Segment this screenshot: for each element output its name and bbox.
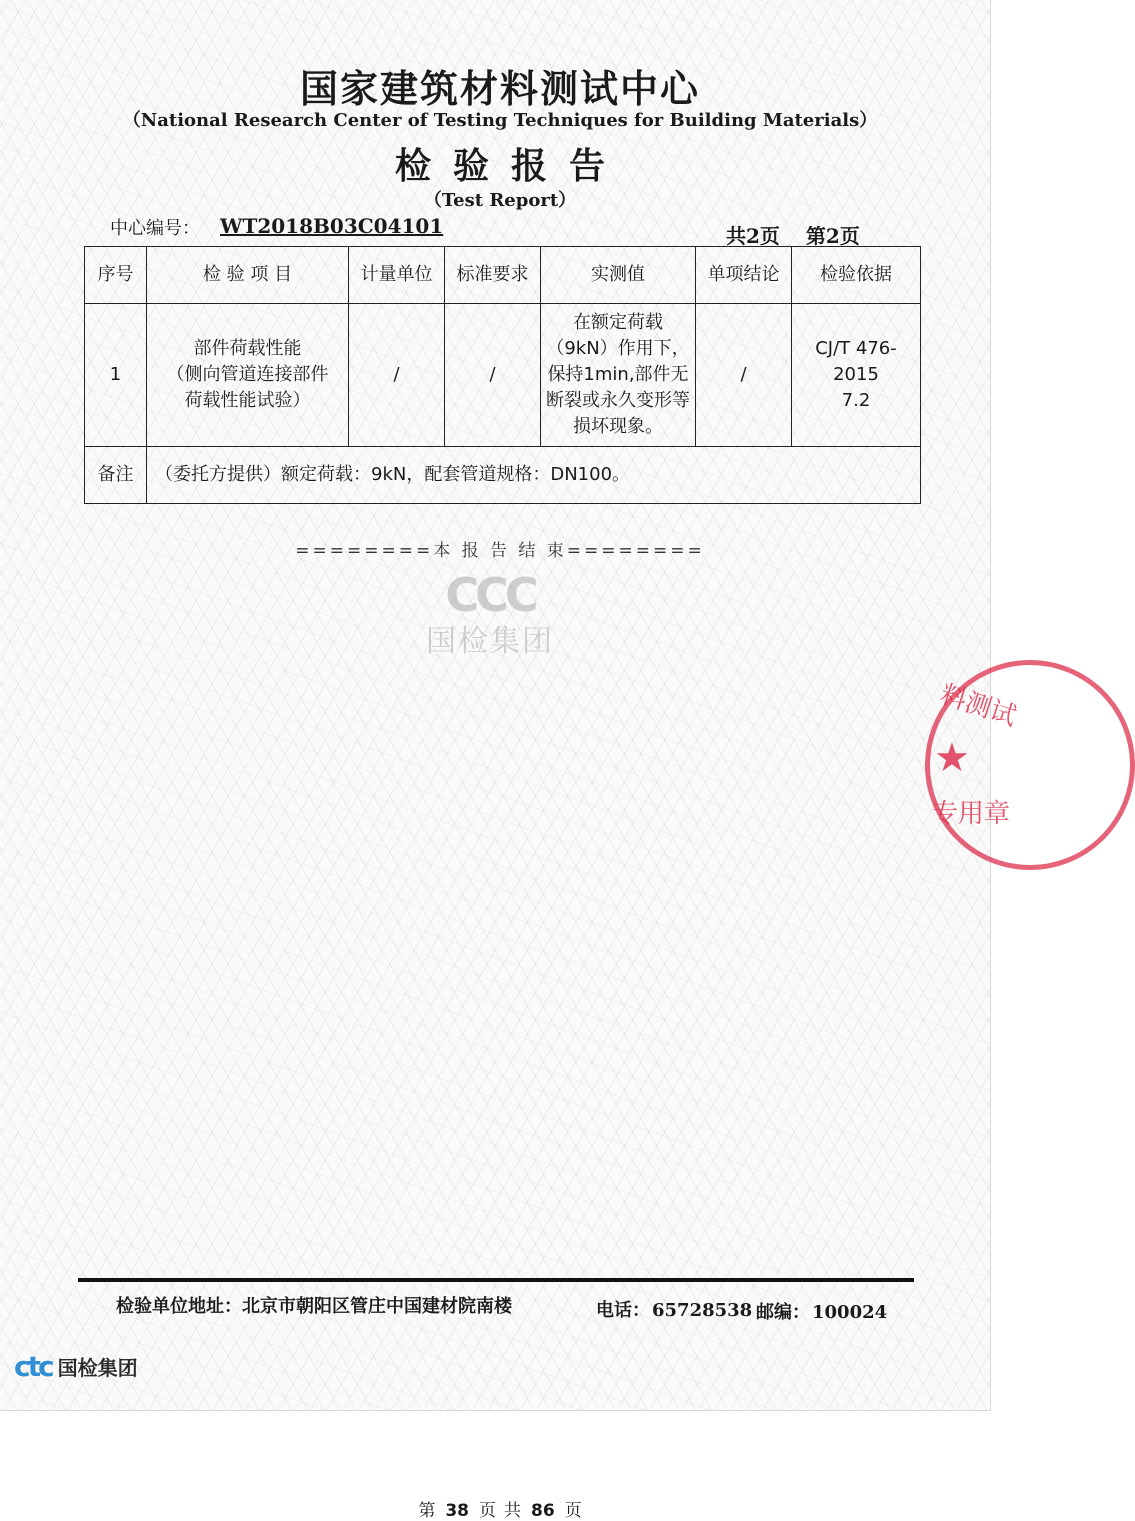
remark-label: 备注: [85, 447, 147, 504]
phone-label: 电话：: [596, 1300, 650, 1321]
cell-basis: [792, 304, 921, 447]
test-results-table: [84, 246, 921, 504]
org-title-cn: 国家建筑材料测试中心: [299, 66, 700, 111]
ctc-logo: [14, 1350, 138, 1383]
cell-conclusion: /: [696, 304, 792, 447]
header-item: 检 验 项 目: [147, 247, 349, 304]
remark-row: [85, 447, 921, 504]
footer-address: [116, 1292, 512, 1318]
header-basis: 检验依据: [792, 247, 921, 304]
header-requirement: 标准要求: [445, 247, 541, 304]
official-seal: [925, 660, 1135, 870]
page-number-footer: [0, 1496, 1000, 1521]
cell-unit: /: [349, 304, 445, 447]
total-pages: 共2页: [726, 224, 780, 248]
page-indicator: [726, 220, 886, 249]
footer-phone: [594, 1296, 752, 1322]
postcode-value: 100024: [812, 1302, 888, 1323]
basis-line-1: CJ/T 476-2015: [815, 337, 897, 385]
center-no-value: WT2018B03C04101: [220, 214, 444, 238]
phone-value: 65728538: [652, 1300, 753, 1321]
watermark-text: 国检集团: [426, 624, 554, 659]
seal-text-bottom: 专用章: [932, 799, 1011, 829]
seal-star-icon: ★: [934, 735, 970, 781]
cell-no: 1: [85, 304, 147, 447]
header-unit: 计量单位: [349, 247, 445, 304]
page-word-ye-2: 页: [564, 1501, 582, 1521]
table-row: [85, 304, 921, 447]
item-line-2: （侧向管道连接部件: [166, 363, 329, 385]
address-value: 北京市朝阳区管庄中国建材院南楼: [242, 1296, 512, 1317]
remark-text: （委托方提供）额定荷载：9kN，配套管道规格：DN100。: [147, 447, 921, 504]
header-no: 序号: [85, 247, 147, 304]
seal-text-top: 料测试: [936, 679, 1020, 733]
basis-line-2: 7.2: [841, 390, 871, 412]
watermark-logo-icon: CCC: [445, 568, 535, 622]
report-title-en: （Test Report）: [423, 190, 577, 211]
page-word-gong: 共: [504, 1501, 521, 1521]
page-total: 86: [531, 1501, 555, 1521]
watermark: [405, 568, 575, 668]
report-end-line: ========本 报 告 结 束========: [295, 541, 705, 561]
cell-requirement: /: [445, 304, 541, 447]
item-line-3: 荷载性能试验）: [184, 390, 311, 412]
cell-item: [147, 304, 349, 447]
page-current: 38: [445, 1501, 469, 1521]
center-no-label: 中心编号：: [110, 218, 200, 239]
current-page: 第2页: [805, 224, 860, 248]
page-word-ye-1: 页: [479, 1501, 496, 1521]
cell-measured: 在额定荷载（9kN）作用下，保持1min,部件无断裂或永久变形等损坏现象。: [541, 304, 696, 447]
footer-postcode: [754, 1298, 887, 1324]
address-label: 检验单位地址：: [116, 1296, 242, 1317]
item-line-1: 部件荷载性能: [193, 337, 302, 359]
footer-divider: [78, 1278, 914, 1282]
org-title-en: （National Research Center of Testing Techniques for Building Materials）: [122, 110, 878, 131]
ctc-logo-icon: ctc: [14, 1350, 52, 1383]
header-conclusion: 单项结论: [696, 247, 792, 304]
report-title-cn: 检验报告: [394, 145, 627, 187]
postcode-label: 邮编：: [756, 1302, 810, 1323]
logo-text: 国检集团: [57, 1356, 138, 1380]
header-measured: 实测值: [541, 247, 696, 304]
table-header-row: [85, 247, 921, 304]
page-word-di: 第: [418, 1501, 436, 1521]
